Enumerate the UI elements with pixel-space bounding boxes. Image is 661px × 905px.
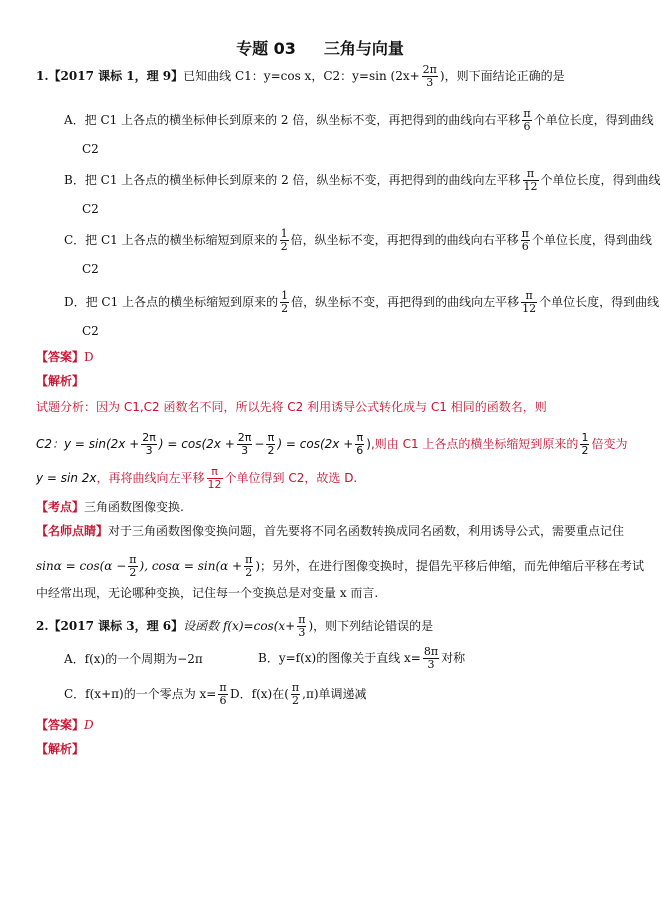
q1-option-d: D．把 C1 上各点的横坐标缩短到原来的 $\frac{1}{2}$ 倍，纵坐标不变，再把得到的曲线向左平移 $\frac{\pi}{12}$ 个单位长度，得到曲线 xyxy=(64,289,660,315)
q1-answer: 【答案】D xyxy=(36,350,94,364)
q1-stem-tail: )，则下面结论正确的是 xyxy=(439,69,565,83)
q1-analysis-label: 【解析】 xyxy=(36,374,85,388)
q2-option-a: A．f(x)的一个周期为−2π xyxy=(64,652,203,666)
q1-option-a-cont: C2 xyxy=(82,142,99,156)
q1-tips-line2: sinα = cos(α − $\frac{\pi}{2}$ ), cosα = sin(α + $\frac{\pi}{2}$ )；另外，在进行图像变换时，提倡先平移后伸缩，而先伸缩后平移在考试 xyxy=(36,553,645,579)
q1-option-b-cont: C2 xyxy=(82,202,99,216)
q2-answer: 【答案】D xyxy=(36,718,94,732)
q2-option-b: B．y=f(x)的图像关于直线 x= $\frac{8\pi}{3}$ 对称 xyxy=(258,645,466,671)
q2-option-d: D．f(x)在( $\frac{\pi}{2}$ ,π)单调递减 xyxy=(230,681,367,707)
q1-option-c-cont: C2 xyxy=(82,262,99,276)
q1-stem xyxy=(36,64,565,89)
q2-stem: 2.【2017 课标 3，理 6】设函数 f(x)=cos(x+ $\frac{\pi}{3}$ )，则下列结论错误的是 xyxy=(36,613,434,639)
page-title xyxy=(0,36,640,59)
q1-analysis-line3: y = sin 2x，再将曲线向左平移 $\frac{\pi}{12}$ 个单位得到 C2，故选 D. xyxy=(36,465,358,491)
q1-kaodian: 【考点】三角函数图像变换. xyxy=(36,500,184,514)
q1-analysis-line2: C2：y = sin(2x + $\frac{2\pi}{3}$ ) = cos(2x + $\frac{2\pi}{3}$ − $\frac{\pi}{2}$ ) = cos(2x + $\frac{\pi}{6}$ ),则由 C1 上各点的横坐标缩短到原来的 $\frac{1}{2}$ 倍变为 xyxy=(36,431,628,457)
q1-option-b: B．把 C1 上各点的横坐标伸长到原来的 2 倍，纵坐标不变，再把得到的曲线向左平移 $\frac{\pi}{12}$ 个单位长度，得到曲线 xyxy=(64,167,661,193)
q1-tips-line3: 中经常出现，无论哪种变换，记住每一个变换总是对变量 x 而言. xyxy=(36,586,379,600)
q1-tips-line1: 【名师点睛】对于三角函数图像变换问题，首先要将不同名函数转换成同名函数，利用诱导公式，需要重点记住 xyxy=(36,524,625,538)
q1-analysis-line1: 试题分析：因为 C1,C2 函数名不同，所以先将 C2 利用诱导公式转化成与 C1 相同的函数名，则 xyxy=(36,400,547,414)
title-right: 三角与向量 xyxy=(323,39,404,58)
q1-source: 1.【2017 课标 1，理 9】 xyxy=(36,69,184,83)
q1-option-c: C．把 C1 上各点的横坐标缩短到原来的 $\frac{1}{2}$ 倍，纵坐标不变，再把得到的曲线向右平移 $\frac{\pi}{6}$ 个单位长度，得到曲线 xyxy=(64,227,652,253)
q2-option-c: C．f(x+π)的一个零点为 x= $\frac{\pi}{6}$ xyxy=(64,681,227,707)
q1-option-d-cont: C2 xyxy=(82,324,99,338)
q1-stem-text: 已知曲线 C1：y=cos x，C2：y=sin (2x+ xyxy=(183,69,420,83)
q1-stem-fraction: $\frac{2\pi}{3}$ xyxy=(422,63,437,89)
q2-analysis-label: 【解析】 xyxy=(36,742,85,756)
q1-option-a: A．把 C1 上各点的横坐标伸长到原来的 2 倍，纵坐标不变，再把得到的曲线向右平移 $\frac{\pi}{6}$ 个单位长度，得到曲线 xyxy=(64,107,654,133)
title-left: 专题 03 xyxy=(236,39,296,58)
